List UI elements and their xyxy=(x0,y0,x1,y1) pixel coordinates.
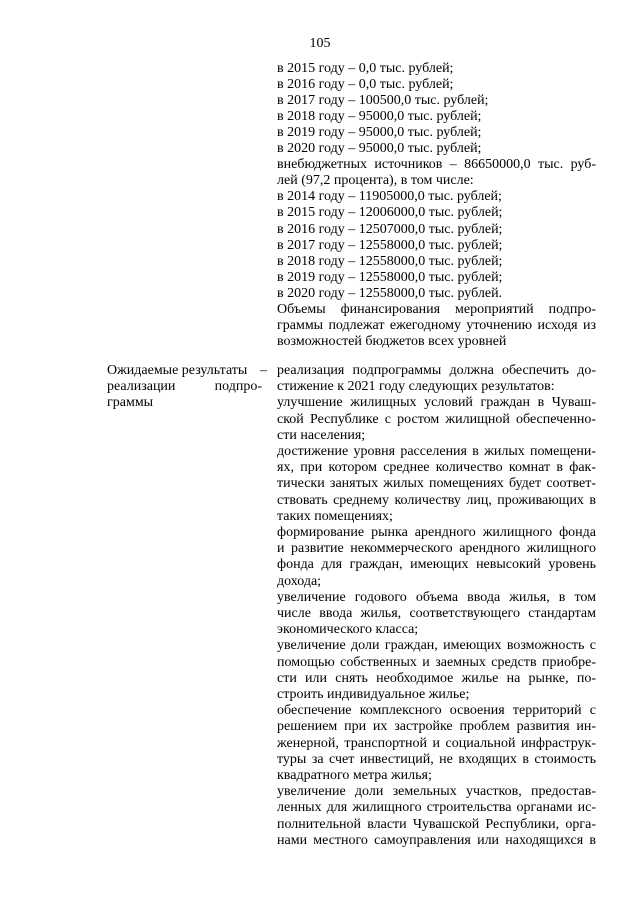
text-line: сти или снять необходимое жилье на рынке, по- xyxy=(277,670,596,686)
text-line: в 2018 году – 12558000,0 тыс. рублей; xyxy=(277,253,503,269)
text-line: решением при их застройке проблем развития ин- xyxy=(277,719,596,735)
text-line: в 2020 году – 12558000,0 тыс. рублей. xyxy=(277,285,503,301)
text-line: достижение уровня расселения в жилых помещени- xyxy=(277,444,596,459)
text-line: в 2014 году – 11905000,0 тыс. рублей; xyxy=(277,189,502,205)
text-line: помощью собственных и заемных средств приобре- xyxy=(277,654,596,670)
text-line: туры за счет инвестиций, не входящих в стоимость xyxy=(277,751,596,767)
text-line: граммы подлежат ежегодному уточнению исходя из xyxy=(277,317,596,333)
text-line: дохода; xyxy=(277,573,322,589)
text-line: полнительной власти Чувашской Республики, орга- xyxy=(277,816,596,832)
text-line: в 2020 году – 95000,0 тыс. рублей; xyxy=(277,141,482,157)
text-line: лей (97,2 процента), в том числе: xyxy=(277,173,474,189)
text-line: в 2016 году – 0,0 тыс. рублей; xyxy=(277,77,454,93)
text-line: возможностей бюджетов всех уровней xyxy=(277,333,507,349)
text-line: ях, при котором среднее количество комнат в фак- xyxy=(277,460,596,476)
text-line: реализация подпрограммы должна обеспечить до- xyxy=(277,363,596,378)
text-line: увеличение годового объема ввода жилья, в том xyxy=(277,589,596,605)
text-line: таких помещениях; xyxy=(277,508,393,524)
text-line: обеспечение комплексного освоения территорий с xyxy=(277,703,596,719)
text-line: в 2017 году – 12558000,0 тыс. рублей; xyxy=(277,237,503,253)
text-line: граммы xyxy=(107,395,154,411)
text-line: Объемы финансирования мероприятий подпро- xyxy=(277,301,596,317)
text-line: ствовать среднему количеству лиц, проживающих в xyxy=(277,492,596,508)
text-line: в 2017 году – 100500,0 тыс. рублей; xyxy=(277,93,489,109)
text-line: увеличение доли земельных участков, предостав- xyxy=(277,784,596,800)
page-number: 105 xyxy=(309,36,331,51)
text-line: в 2015 году – 0,0 тыс. рублей; xyxy=(277,61,454,76)
text-line: в 2019 году – 95000,0 тыс. рублей; xyxy=(277,125,482,141)
text-line: в 2019 году – 12558000,0 тыс. рублей; xyxy=(277,269,503,285)
label-dash: – xyxy=(260,363,267,378)
text-line: нами местного самоуправления или находящихся в xyxy=(277,832,596,848)
text-line: увеличение доли граждан, имеющих возможность с xyxy=(277,638,596,654)
text-line: ской Республике с ростом жилищной обеспеченно- xyxy=(277,411,596,427)
text-line: формирование рынка арендного жилищного фонда xyxy=(277,525,596,540)
text-line: ленных для жилищного строительства органами ис- xyxy=(277,800,596,816)
text-line: женерной, транспортной и социальной инфраструк- xyxy=(277,735,596,751)
text-line: экономического класса; xyxy=(277,622,419,638)
text-line: в 2018 году – 95000,0 тыс. рублей; xyxy=(277,109,482,125)
text-line: Ожидаемые результаты xyxy=(107,363,248,378)
text-line: тически занятых жилых помещениях будет соответ- xyxy=(277,476,596,492)
text-line: в 2016 году – 12507000,0 тыс. рублей; xyxy=(277,221,503,237)
text-line: фонда для граждан, имеющих невысокий уровень xyxy=(277,557,596,573)
text-line: квадратного метра жилья; xyxy=(277,768,432,783)
text-line: стижение к 2021 году следующих результатов: xyxy=(277,379,555,395)
text-line: числе ввода жилья, соответствующего стандартам xyxy=(277,606,596,621)
text-line: и развитие некоммерческого арендного жилищного xyxy=(277,541,596,557)
text-line: внебюджетных источников – 86650000,0 тыс. руб- xyxy=(277,157,596,173)
text-line: реализации подпро- xyxy=(107,379,262,395)
text-line: строить индивидуальное жилье; xyxy=(277,687,470,702)
text-line: улучшение жилищных условий граждан в Чуваш- xyxy=(277,395,596,411)
text-line: сти населения; xyxy=(277,427,366,443)
text-line: в 2015 году – 12006000,0 тыс. рублей; xyxy=(277,205,503,221)
